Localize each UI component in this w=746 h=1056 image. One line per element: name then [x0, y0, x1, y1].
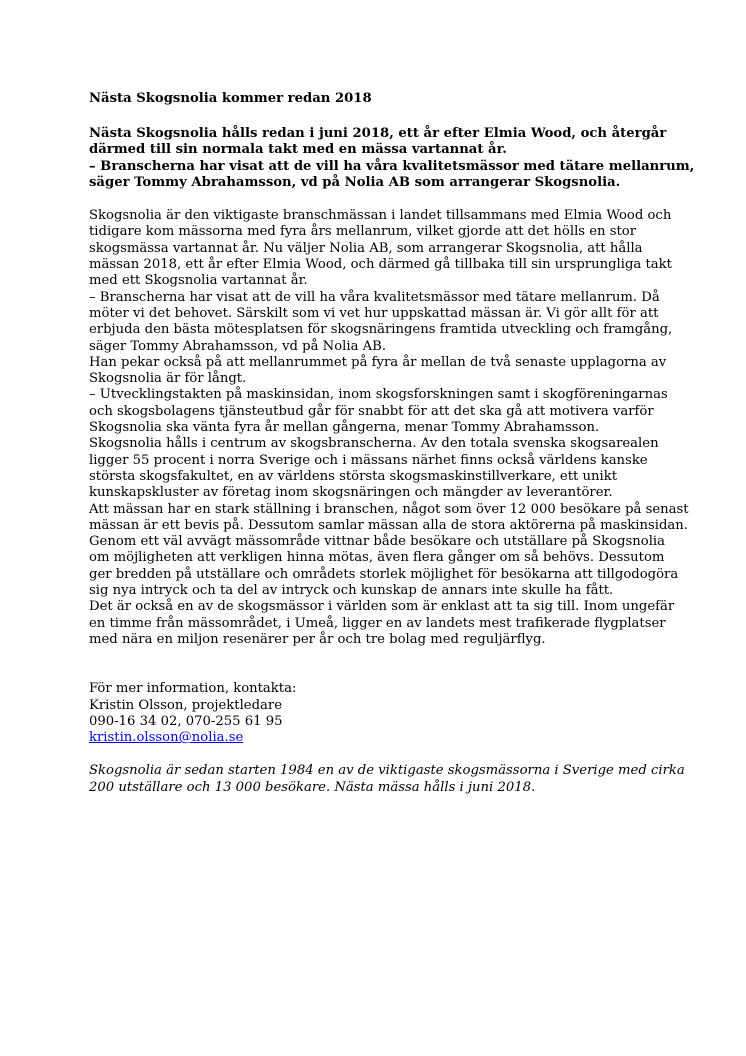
body-line: mässan är ett bevis på. Dessutom samlar mässan alla de stora aktörerna på maskinsidan.	[89, 517, 688, 533]
about-footer	[89, 763, 689, 796]
body-line: Skogsnolia ska vänta fyra år mellan gångerna, menar Tommy Abrahamsson.	[89, 420, 600, 436]
body-text	[89, 208, 689, 648]
body-line: ligger 55 procent i norra Sverige och i mässans närhet finns också världens kanske	[89, 452, 648, 468]
body-line: möter vi det behovet. Särskilt som vi vet hur uppskattad mässan är. Vi gör allt för att	[89, 305, 659, 321]
lead-line: säger Tommy Abrahamsson, vd på Nolia AB som arrangerar Skogsnolia.	[89, 174, 621, 190]
body-line: mässan 2018, ett år efter Elmia Wood, och därmed gå tillbaka till sin ursprungliga takt	[89, 257, 672, 273]
lead-paragraph	[89, 126, 695, 191]
body-line: största skogsfakultet, en av världens största skogsmaskinstillverkare, ett unikt	[89, 468, 617, 484]
body-line: kunskapskluster av företag inom skogsnäringen och mängder av leverantörer.	[89, 485, 613, 501]
contact-heading: För mer information, kontakta:	[89, 681, 297, 697]
body-line: en timme från mässområdet, i Umeå, ligger en av landets mest trafikerade flygplatser	[89, 615, 666, 631]
body-line: med ett Skogsnolia vartannat år.	[89, 273, 308, 289]
lead-line: – Branscherna har visat att de vill ha våra kvalitetsmässor med tätare mellanrum,	[89, 158, 695, 174]
body-line: – Branscherna har visat att de vill ha våra kvalitetsmässor med tätare mellanrum. Då	[89, 289, 660, 305]
body-line: med nära en miljon resenärer per år och tre bolag med reguljärflyg.	[89, 631, 546, 647]
contact-name: Kristin Olsson, projektledare	[89, 697, 283, 713]
body-line: – Utvecklingstakten på maskinsidan, inom skogsforskningen samt i skogföreningarnas	[89, 387, 668, 403]
contact-block	[89, 681, 689, 746]
body-line: Att mässan har en stark ställning i branschen, något som över 12 000 besökare på senast	[89, 501, 689, 517]
contact-phone: 090-16 34 02, 070-255 61 95	[89, 713, 283, 729]
body-line: Skogsnolia är den viktigaste branschmässan i landet tillsammans med Elmia Wood och	[89, 208, 672, 224]
lead-line: därmed till sin normala takt med en mässa vartannat år.	[89, 142, 507, 158]
body-line: Det är också en av de skogsmässor i världen som är enklast att ta sig till. Inom ungefär	[89, 599, 675, 615]
footer-line: Skogsnolia är sedan starten 1984 en av de viktigaste skogsmässorna i Sverige med cirka	[89, 763, 685, 779]
body-line: erbjuda den bästa mötesplatsen för skogsnäringens framtida utveckling och framgång,	[89, 322, 673, 338]
body-line: säger Tommy Abrahamsson, vd på Nolia AB.	[89, 338, 387, 354]
press-release	[89, 90, 695, 796]
body-line: Han pekar också på att mellanrummet på fyra år mellan de två senaste upplagorna av	[89, 354, 667, 370]
body-line: sig nya intryck och ta del av intryck och kunskap de annars inte skulle ha fått.	[89, 583, 614, 599]
contact-email-link[interactable]: kristin.olsson@nolia.se	[89, 730, 244, 746]
lead-line: Nästa Skogsnolia hålls redan i juni 2018, ett år efter Elmia Wood, och återgår	[89, 126, 667, 141]
body-line: tidigare kom mässorna med fyra års mellanrum, vilket gjorde att det hölls en stor	[89, 224, 637, 240]
page-title: Nästa Skogsnolia kommer redan 2018	[89, 91, 372, 106]
body-line: och skogsbolagens tjänsteutbud går för snabbt för att det ska gå att motivera varför	[89, 403, 654, 419]
footer-line: 200 utställare och 13 000 besökare. Nästa mässa hålls i juni 2018.	[89, 779, 536, 795]
body-line: skogsmässa vartannat år. Nu väljer Nolia AB, som arrangerar Skogsnolia, att hålla	[89, 240, 643, 256]
body-line: Skogsnolia hålls i centrum av skogsbranscherna. Av den totala svenska skogsarealen	[89, 436, 659, 452]
body-line: ger bredden på utställare och områdets storlek möjlighet för besökarna att tillgodogöra	[89, 566, 679, 582]
body-line: om möjligheten att verkligen hinna mötas, även flera gånger om så behövs. Dessutom	[89, 550, 665, 566]
body-line: Genom ett väl avvägt mässområde vittnar både besökare och utställare på Skogsnolia	[89, 534, 665, 550]
body-line: Skogsnolia är för långt.	[89, 371, 247, 387]
